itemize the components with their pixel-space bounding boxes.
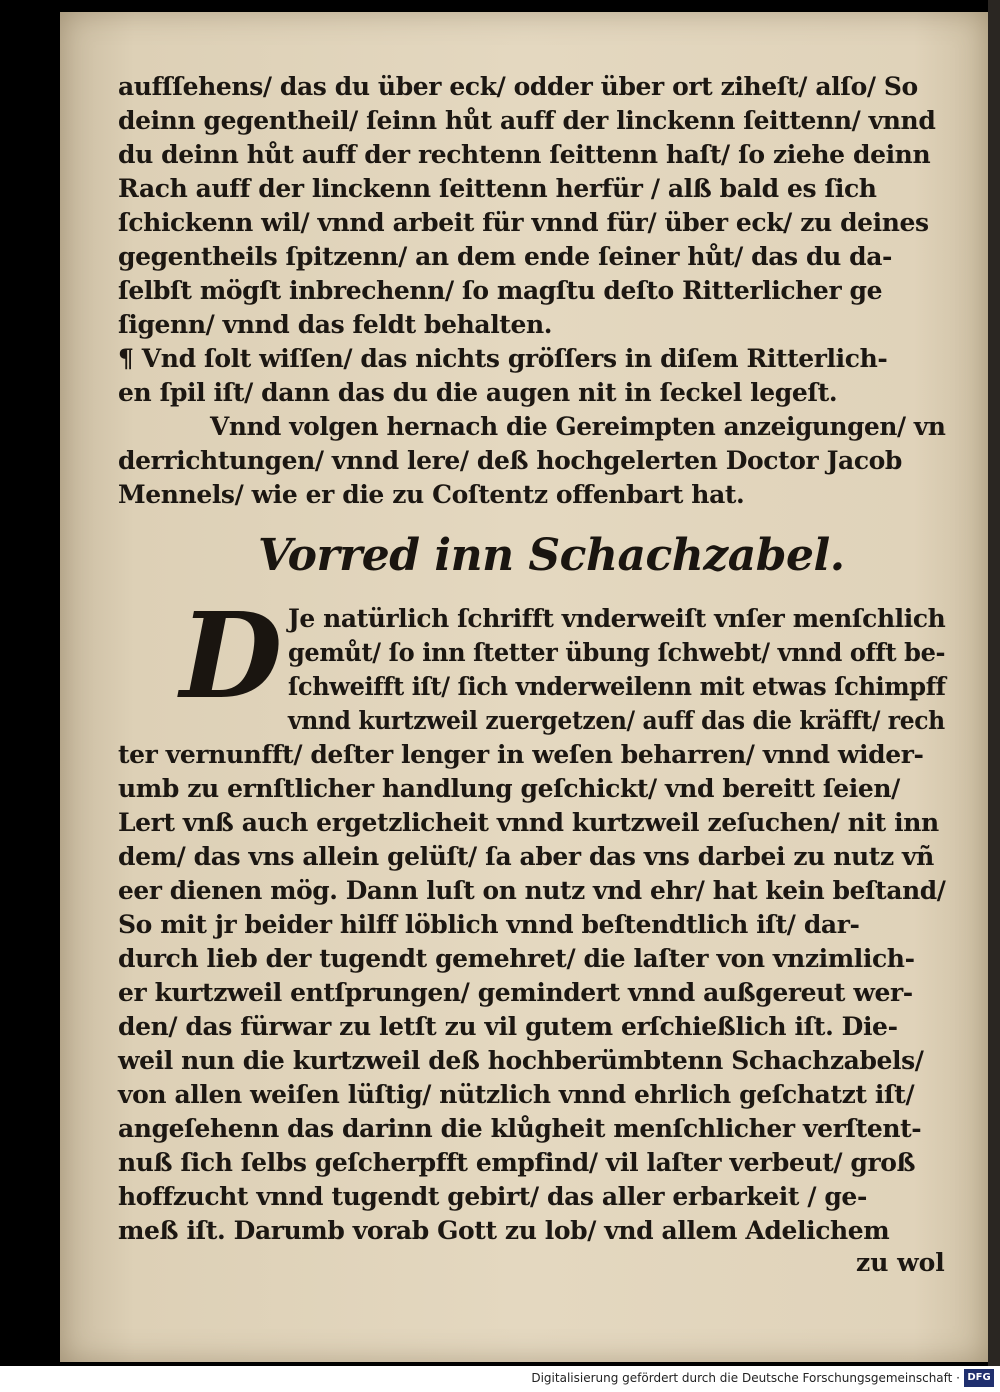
footer-credit: Digitalisierung gefördert durch die Deutsche Forschungsgemeinschaft · [531,1371,960,1385]
text-line: Vnnd volgen hernach die Gereimpten anzeigungen/ vn [210,412,946,441]
text-line: meß iſt. Darumb vorab Gott zu lob/ vnd allem Adelichem [118,1216,890,1245]
text-line: dem/ das vns allein gelüſt/ ſa aber das vns darbei zu nutz vñ [118,842,934,871]
section-heading: Vorred inn Schachzabel. [258,530,845,581]
text-line: du deinn hůt auff der rechtenn ſeittenn haſt/ ſo ziehe deinn [118,140,931,169]
text-line: ¶ Vnd ſolt wiſſen/ das nichts gröſſers in diſem Ritterlich- [118,344,888,373]
page-edge-shadow [988,0,1000,1366]
text-line: Rach auff der linckenn ſeittenn herfür / alß bald es ſich [118,174,877,203]
text-line: von allen weiſen lüſtig/ nützlich vnnd ehrlich geſchatzt iſt/ [118,1080,915,1109]
text-line: Mennels/ wie er die zu Coſtentz offenbart hat. [118,480,745,509]
text-line: ſchickenn wil/ vnnd arbeit für vnnd für/ über eck/ zu deines [118,208,929,237]
text-line: angeſehenn das darinn die klůgheit menſchlicher verſtent- [118,1114,922,1143]
text-line: nuß ſich ſelbs geſcherpfft empfind/ vil laſter verbeut/ groß [118,1148,916,1177]
text-line: deinn gegentheil/ ſeinn hůt auff der linckenn ſeittenn/ vnnd [118,106,936,135]
text-line: gemůt/ ſo inn ſtetter übung ſchwebt/ vnnd offt be- [288,638,946,667]
text-line: eer dienen mög. Dann luſt on nutz vnd ehr/ hat kein beſtand/ [118,876,946,905]
text-line: ter vernunfft/ deſter lenger in weſen beharren/ vnnd wider- [118,740,924,769]
text-line: ſigenn/ vnnd das feldt behalten. [118,310,553,339]
text-line: Je natürlich ſchrifft vnderweiſt vnſer menſchlich [288,604,946,633]
text-line: So mit jr beider hilff löblich vnnd beſtendtlich iſt/ dar- [118,910,860,939]
text-line: hoffzucht vnnd tugendt gebirt/ das aller erbarkeit / ge- [118,1182,867,1211]
decorated-initial: D [180,586,283,725]
text-line: Lert vnß auch ergetzlicheit vnnd kurtzweil zeſuchen/ nit inn [118,808,939,837]
text-line: derrichtungen/ vnnd lere/ deß hochgelerten Doctor Jacob [118,446,903,475]
text-line: umb zu ernſtlicher handlung geſchickt/ vnd bereitt ſeien/ [118,774,900,803]
text-line: den/ das fürwar zu letſt zu vil gutem erſchießlich iſt. Die- [118,1012,898,1041]
text-line: ſelbſt mögſt inbrechenn/ ſo magſtu deſto Ritterlicher ge [118,276,883,305]
text-line: er kurtzweil entſprungen/ gemindert vnnd außgereut wer- [118,978,913,1007]
catchword: zu wol [856,1248,945,1277]
text-line: durch lieb der tugendt gemehret/ die laſter von vnzimlich- [118,944,915,973]
text-line: ſchweifft iſt/ ſich vnderweilenn mit etwas ſchimpff [288,672,946,701]
dfg-logo-icon: DFG [964,1369,994,1387]
text-line: weil nun die kurtzweil deß hochberümbtenn Schachzabels/ [118,1046,924,1075]
text-line: gegentheils ſpitzenn/ an dem ende ſeiner hůt/ das du da- [118,242,893,271]
text-line: en ſpil iſt/ dann das du die augen nit in ſeckel legeſt. [118,378,838,407]
text-line: aufſſehens/ das du über eck/ odder über ort ziheſt/ alſo/ So [118,72,918,101]
text-line: vnnd kurtzweil zuergetzen/ auff das die kräfft/ rech [288,706,945,735]
